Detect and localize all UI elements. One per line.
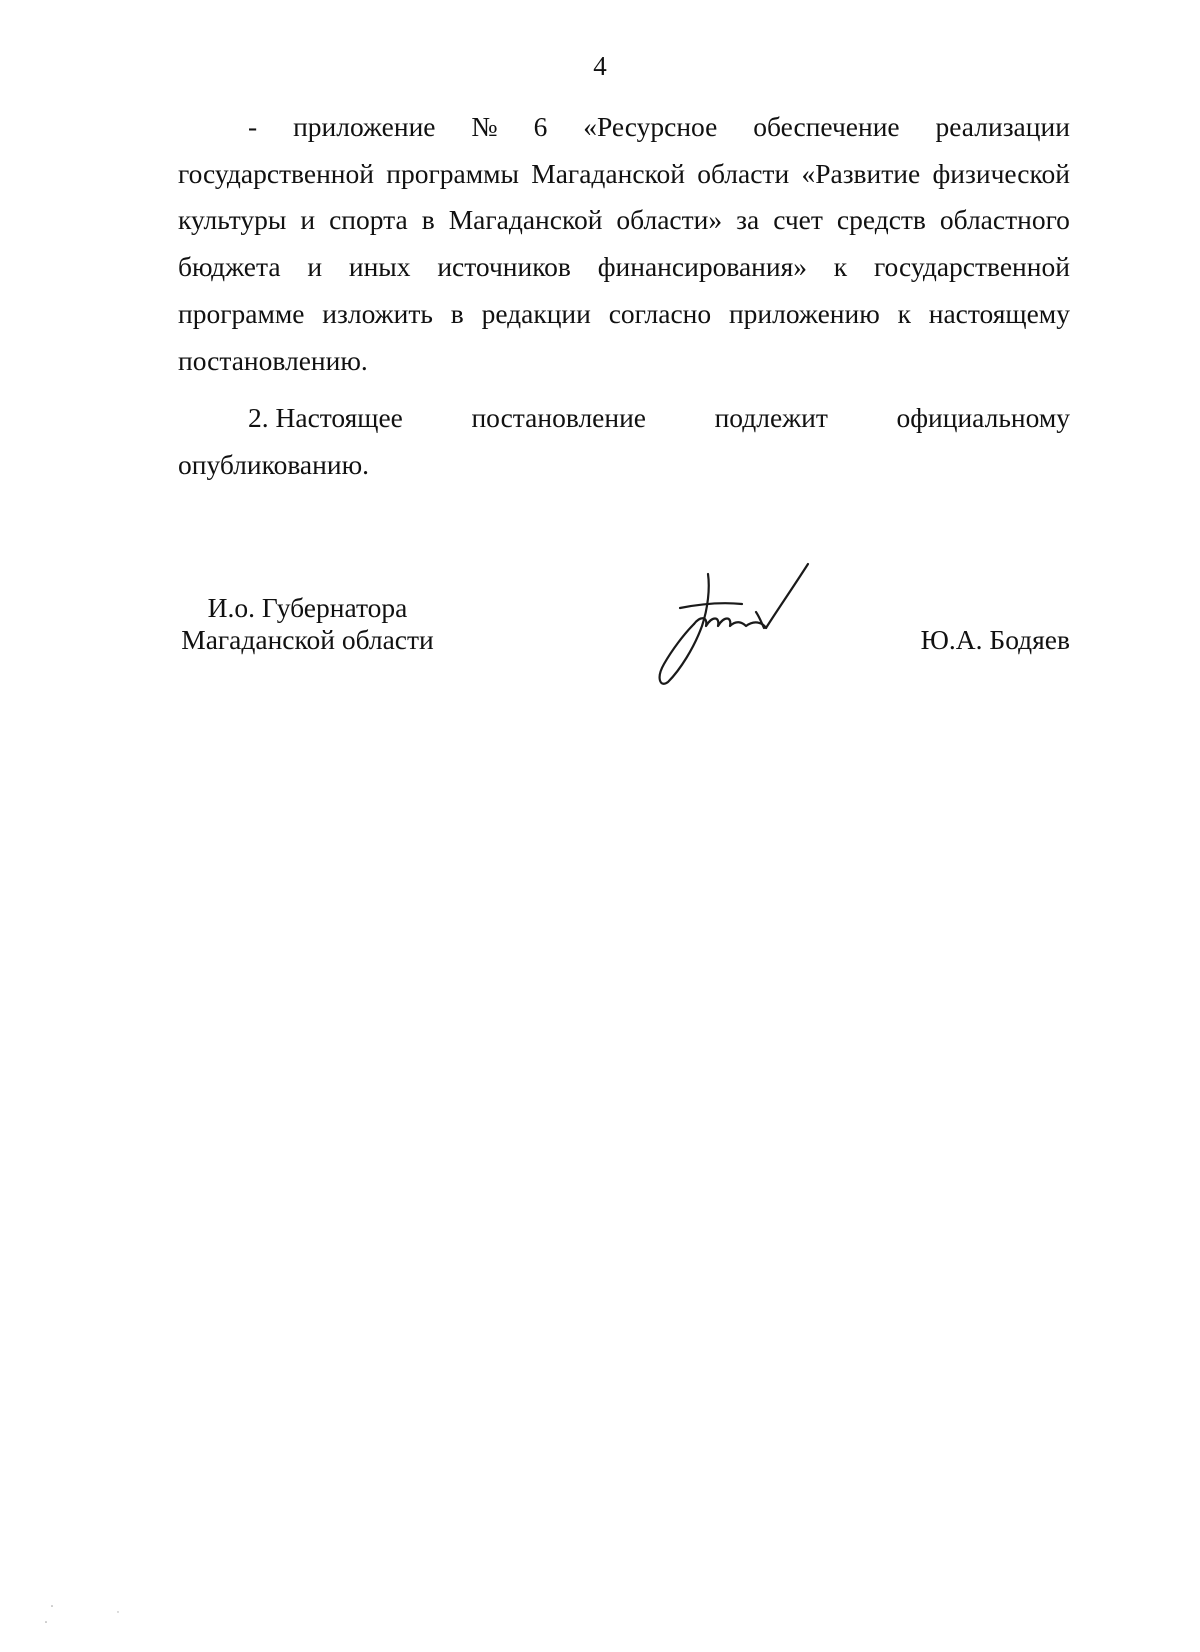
publication-paragraph-line-2: опубликованию. (178, 448, 369, 480)
word: подлежит (714, 402, 828, 433)
handwritten-signature (650, 560, 830, 690)
word: области (697, 157, 790, 189)
word: 2. Настоящее (248, 402, 403, 433)
word: бюджета (178, 251, 281, 283)
item-paragraph-line-1 (178, 104, 1070, 151)
signature-stroke (756, 612, 764, 628)
item-paragraph-line-6: постановлению. (178, 344, 368, 376)
signature-stroke (660, 574, 709, 684)
word: «Развитие (801, 157, 921, 189)
item-paragraph-line-5 (178, 291, 1070, 338)
word: программе (178, 297, 305, 329)
scan-noise (40, 1600, 140, 1630)
word: редакции (481, 297, 591, 329)
item-paragraph-line-4 (178, 244, 1070, 291)
word: изложить (322, 297, 433, 329)
signature-stroke (680, 603, 742, 608)
word: Магаданской (531, 157, 685, 189)
word: культуры (178, 204, 287, 236)
word: финансирования» (597, 251, 807, 283)
word: Магаданской (448, 204, 603, 236)
word: средств (836, 204, 926, 236)
signatory-name: Ю.А. Бодяев (920, 624, 1070, 655)
word: реализации (935, 111, 1070, 142)
signatory-position-line-1: И.о. Губернатора (207, 592, 408, 623)
page-number: 4 (593, 51, 607, 81)
word: за (736, 204, 760, 236)
signature-stroke (694, 618, 766, 628)
word: в (450, 297, 464, 329)
publication-paragraph-line-1 (178, 395, 1070, 442)
word: согласно (608, 297, 712, 329)
word: и (307, 251, 323, 283)
word: и (300, 204, 316, 236)
item-paragraph (178, 104, 1070, 384)
word: счет (773, 204, 823, 236)
word: «Ресурсное (583, 111, 718, 142)
word: приложению (728, 297, 880, 329)
dash: - (248, 111, 258, 142)
word: иных (348, 251, 411, 283)
word: к (833, 251, 848, 283)
word: физической (932, 157, 1070, 189)
word: спорта (329, 204, 408, 236)
word: настоящему (928, 297, 1070, 329)
signatory-position (160, 592, 455, 656)
item-paragraph-line-3 (178, 197, 1070, 244)
word: в (421, 204, 435, 236)
publication-paragraph (178, 395, 1070, 488)
word: областного (939, 204, 1070, 236)
signature-stroke (766, 564, 808, 628)
word: государственной (873, 251, 1070, 283)
number-sign: № (471, 111, 498, 142)
signatory-position-line-2: Магаданской области (181, 624, 434, 655)
word: источников (437, 251, 571, 283)
item-paragraph-line-2 (178, 151, 1070, 198)
word: постановление (471, 402, 647, 433)
word: области» (616, 204, 723, 236)
word: к (897, 297, 911, 329)
word: обеспечение (753, 111, 900, 142)
word: официальному (896, 402, 1070, 433)
appendix-number: 6 (533, 111, 548, 142)
word: приложение (293, 111, 436, 142)
word: государственной (178, 157, 374, 189)
word: программы (386, 157, 519, 189)
